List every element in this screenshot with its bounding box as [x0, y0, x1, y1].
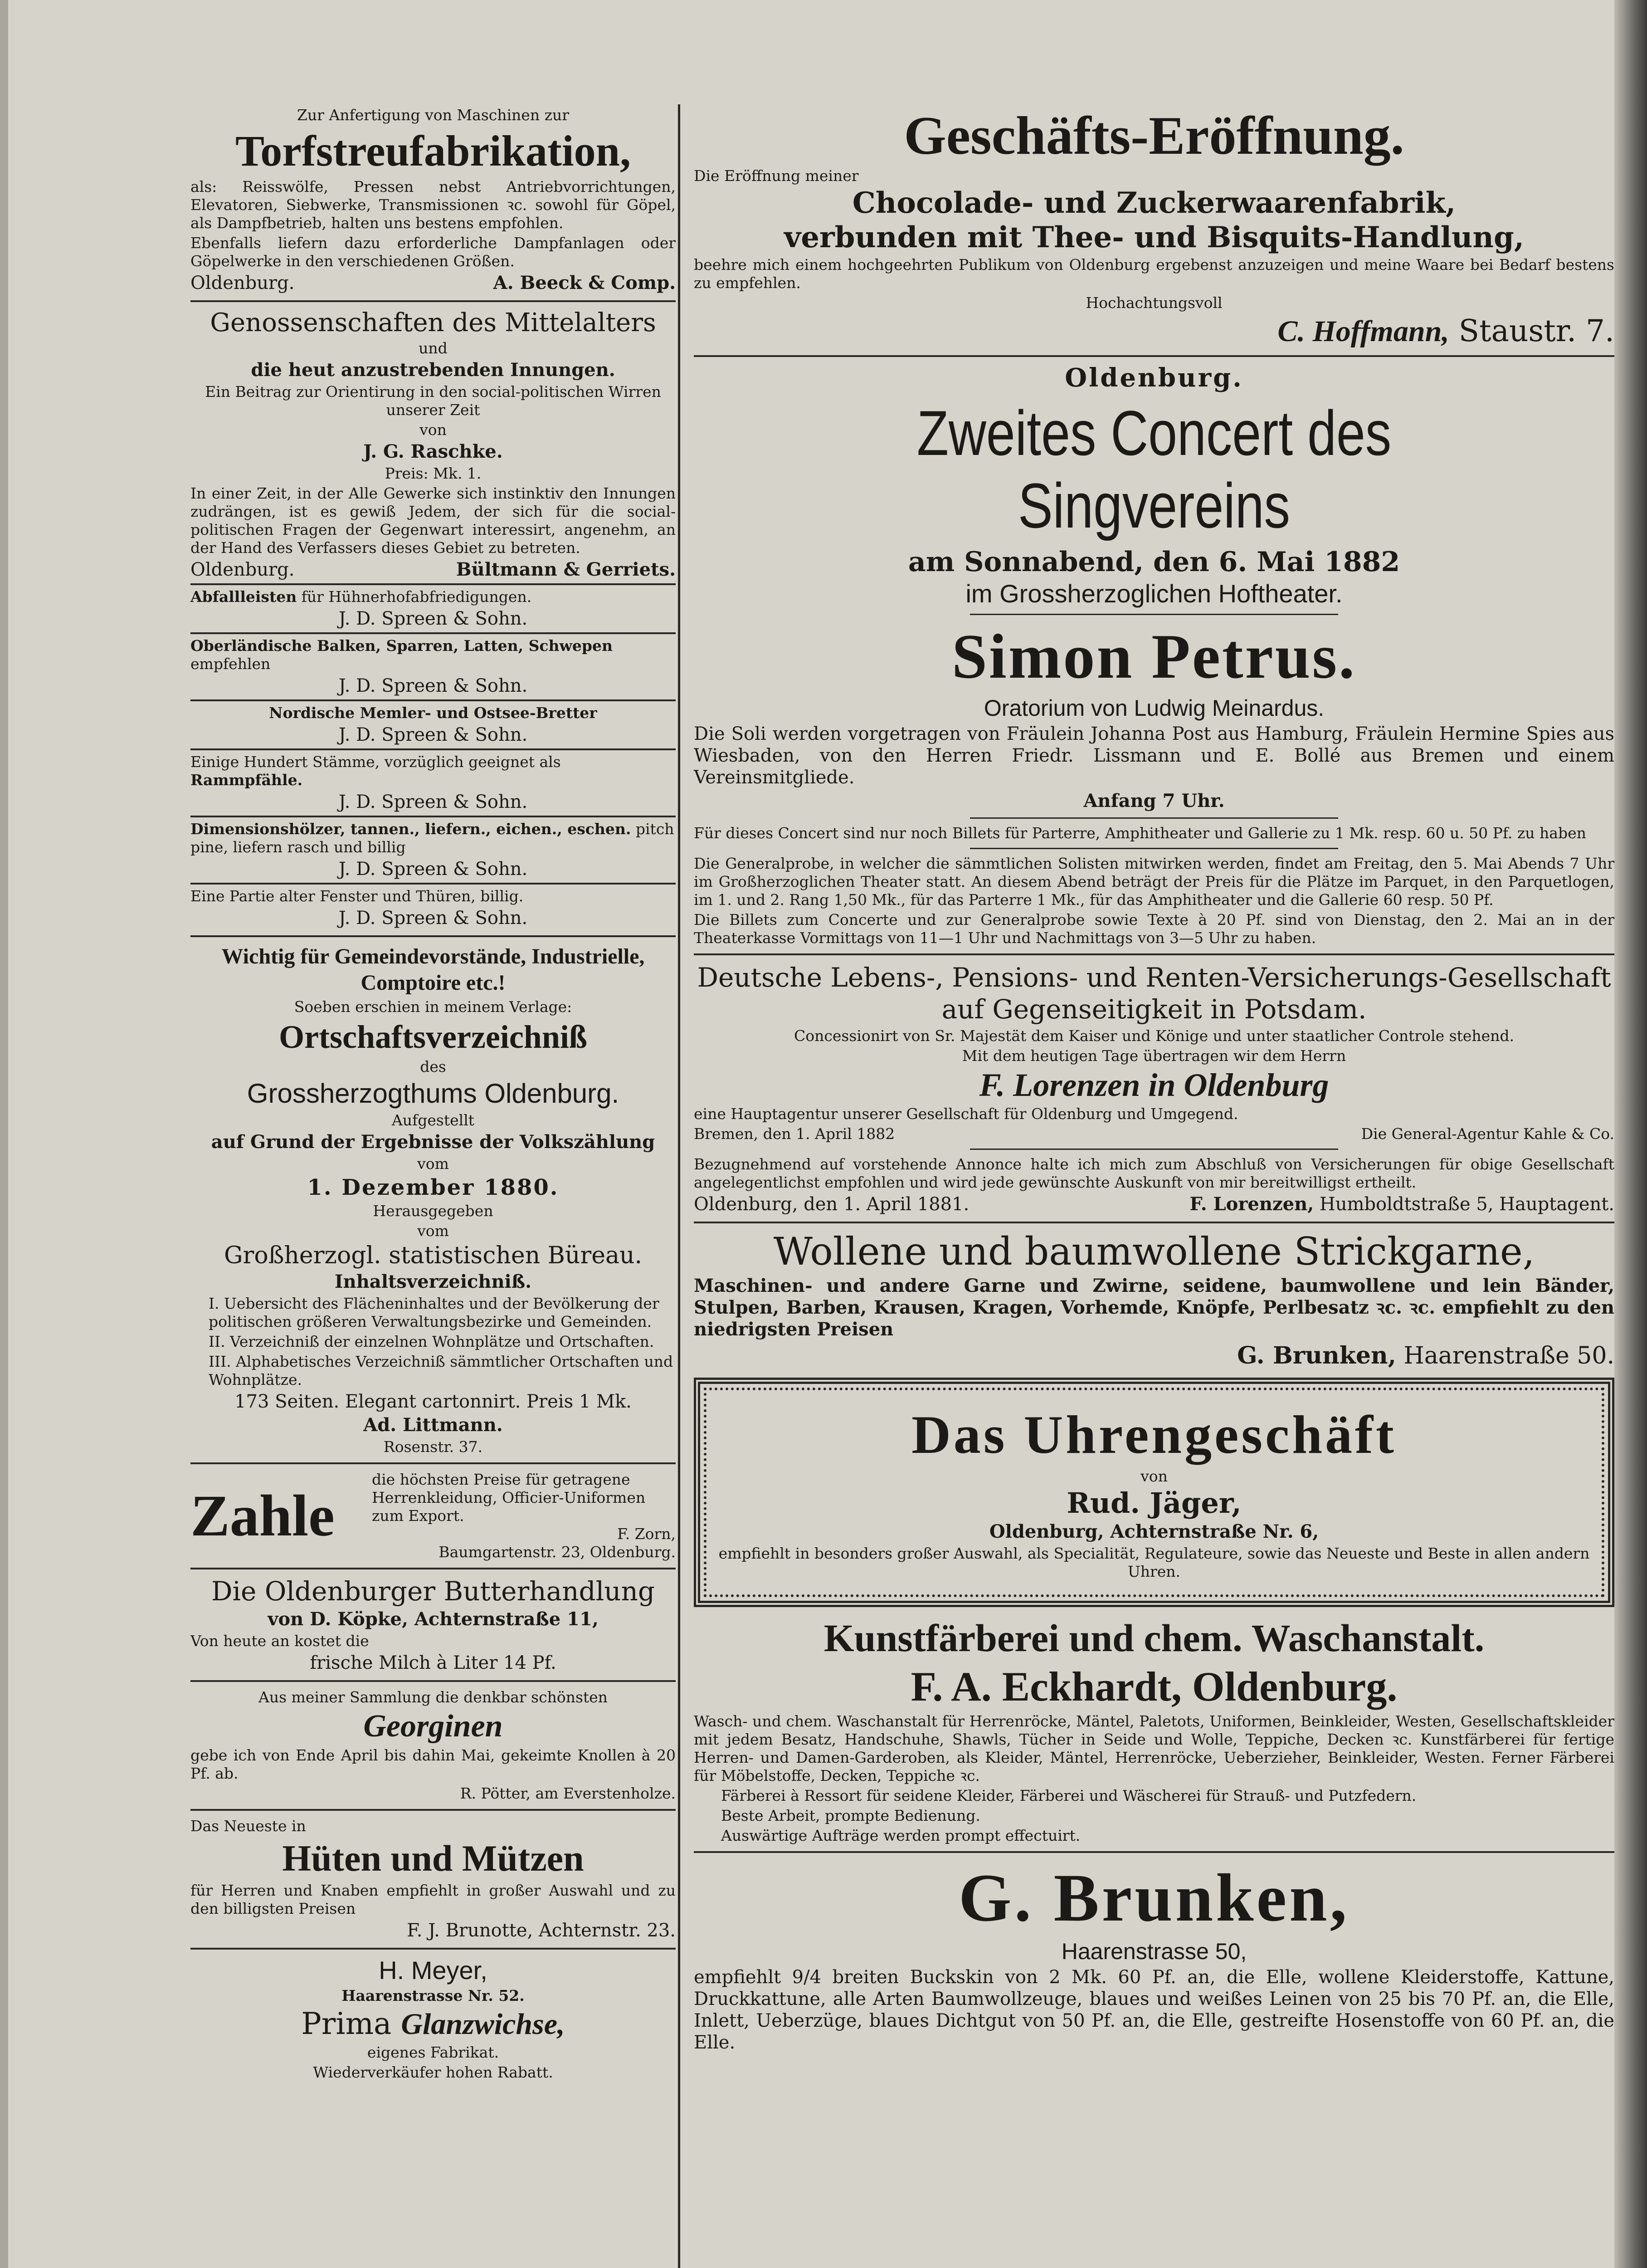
faerb-text3: Beste Arbeit, prompte Bedienung. — [721, 1807, 980, 1824]
spreen-line — [190, 588, 676, 606]
ad-ortschaftsverzeichnis — [190, 943, 676, 1456]
right-column — [694, 104, 1614, 2055]
brunken-addr: Haarenstrasse 50, — [1061, 1939, 1247, 1964]
ort-intro: Soeben erschien in meinem Verlage: — [294, 998, 572, 1016]
eroeffnung-addr: Staustr. 7. — [1458, 313, 1614, 348]
genossen-und: und — [419, 339, 448, 357]
ad-meyer — [190, 1956, 676, 2082]
uhren-text: empfiehlt in besonders großer Auswahl, als Specialität, Regulateure, sowie das Neueste und Beste in allen andern Uhren. — [718, 1545, 1590, 1580]
faerb-text4: Auswärtige Aufträge werden prompt effectuirt. — [721, 1827, 1081, 1844]
ad-hueten — [190, 1817, 676, 1941]
divider — [190, 883, 676, 885]
concert-title: Zweites Concert des Singvereins — [916, 397, 1392, 541]
meyer-product: Glanzwichse, — [401, 2008, 565, 2041]
concert-place: Oldenburg. — [1065, 363, 1243, 393]
divider — [190, 1568, 676, 1569]
eroeffnung-intro: Die Eröffnung meiner — [694, 167, 859, 185]
georg-intro: Aus meiner Sammlung die denkbar schönsten — [258, 1688, 608, 1706]
ad-brunken — [694, 1859, 1614, 2053]
vers-agent: F. Lorenzen in Oldenburg — [979, 1067, 1329, 1103]
eroeffnung-hochachtung: Hochachtungsvoll — [1086, 294, 1223, 312]
spreen-firm: J. D. Spreen & Sohn. — [338, 792, 528, 812]
concert-probe: Die Generalprobe, in welcher die sämmtlichen Solisten mitwirken werden, findet am Freitag, den 5. Mai Abends 7 Uhr im Großherzoglichen Theater statt. An diesem Abend beträgt der Preis für die Plätze im Parquet, in den Parquetlogen, im 1. und 2. Rang 1,50 Mk., für das Parterre 1 Mk., für das Amphitheater und die Gallerie 60 resp. 50 Pf. — [694, 855, 1614, 909]
strick-title: Wollene und baumwollene Strickgarne, — [773, 1229, 1535, 1274]
butter-line: von D. Köpke, Achternstraße 11, — [268, 1608, 599, 1630]
meyer-addr: Haarenstrasse Nr. 52. — [341, 1987, 525, 2004]
faerb-text2: Färberei à Ressort für seidene Kleider, Färberei und Wäscherei für Strauß- und Putzfedern. — [721, 1787, 1417, 1804]
genossen-title: Genossenschaften des Mittelalters — [210, 308, 656, 337]
spreen-bold: Oberländische Balken, Sparren, Latten, Schwepen — [190, 637, 613, 655]
divider — [190, 935, 676, 937]
butter-title: Die Oldenburger Butterhandlung — [211, 1576, 655, 1607]
genossen-desc: Ein Beitrag zur Orientirung in den social-politischen Wirren unserer Zeit — [205, 383, 661, 419]
ad-genossenschaften — [190, 308, 676, 581]
page-left-edge — [0, 0, 8, 2268]
concert-composer: Oratorium von Ludwig Meinardus. — [984, 695, 1325, 721]
vers-date2: Oldenburg, den 1. April 1881. — [694, 1194, 970, 1215]
toc-item: III. Alphabetisches Verzeichniß sämmtlicher Ortschaften und Wohnplätze. — [209, 1353, 673, 1388]
vers-addr: Humboldtstraße 5, Hauptagent. — [1319, 1194, 1614, 1215]
concert-tickets: Für dieses Concert sind nur noch Billets für Parterre, Amphitheater und Gallerie zu 1 Mk. resp. 60 u. 50 Pf. zu haben — [694, 824, 1586, 842]
ort-vom2: vom — [417, 1222, 449, 1240]
uhren-von: von — [1140, 1467, 1168, 1485]
spreen-ads — [190, 583, 676, 929]
meyer-rabatt: Wiederverkäufer hohen Rabatt. — [313, 2063, 553, 2081]
georg-title: Georginen — [363, 1709, 503, 1744]
vers-title: Deutsche Lebens-, Pensions- und Renten-Versicherungs-Gesellschaft auf Gegenseitigkeit in Potsdam. — [697, 962, 1611, 1025]
hueten-intro: Das Neueste in — [190, 1817, 306, 1835]
divider — [970, 848, 1338, 849]
spreen-text: Eine Partie alter Fenster und Thüren, billig. — [190, 887, 524, 905]
ad-uhrengeschaeft — [694, 1378, 1614, 1607]
concert-venue: im Grossherzoglichen Hoftheater. — [965, 579, 1343, 608]
meyer-prima: Prima — [301, 2006, 392, 2041]
faerb-title: Kunstfärberei und chem. Waschanstalt. — [824, 1616, 1485, 1660]
ort-title: Ortschaftsverzeichniß — [279, 1019, 587, 1055]
faerb-text: Wasch- und chem. Waschanstalt für Herrenröcke, Mäntel, Paletots, Uniformen, Beinkleider, Westen, Gesellschaftskleider mit jedem Besatz, Handschuhe, Shawls, Tücher in Seide und Wolle, Teppiche, Decken ꝛc. Kunstfärberei für fertige Herren- und Damen-Garderoben, als Kleider, Mäntel, Herrenröcke, Ueberzieher, Beinkleider, Westen. Ferner Färberei für Möbelstoffe, Decken, Teppiche ꝛc. — [694, 1712, 1614, 1784]
toc-item: II. Verzeichniß der einzelnen Wohnplätze und Ortschaften. — [209, 1333, 654, 1350]
uhren-title: Das Uhrengeschäft — [911, 1404, 1397, 1465]
spreen-firm: J. D. Spreen & Sohn. — [338, 608, 528, 629]
concert-date: am Sonnabend, den 6. Mai 1882 — [908, 546, 1400, 578]
divider — [190, 632, 676, 634]
divider — [970, 817, 1338, 819]
ort-pages: 173 Seiten. Elegant cartonnirt. Preis 1 Mk. — [234, 1391, 632, 1412]
genossen-author: J. G. Raschke. — [363, 441, 503, 462]
torf-place: Oldenburg. — [190, 273, 295, 293]
meyer-name: H. Meyer, — [379, 1956, 487, 1984]
divider — [190, 816, 676, 817]
ad-strickgarne — [694, 1230, 1614, 1369]
spreen-text: empfehlen — [190, 655, 271, 673]
column-divider — [678, 104, 680, 2268]
eroeffnung-firm: C. Hoffmann, — [1277, 315, 1449, 348]
vers-bezug: Bezugnehmend auf vorstehende Annonce halte ich mich zum Abschluß von Versicherungen für obige Gesellschaft angelegentlichst empfohlen und wird jede gewünschte Auskunft von mir bereitwilligst ertheilt. — [694, 1155, 1614, 1191]
hueten-title: Hüten und Mützen — [282, 1838, 584, 1879]
concert-start: Anfang 7 Uhr. — [1083, 790, 1225, 811]
ad-versicherung — [694, 962, 1614, 1215]
spreen-bold: Dimensionshölzer, tannen., liefern., eichen., eschen. — [190, 820, 631, 838]
hueten-text: für Herren und Knaben empfiehlt in großer Auswahl und zu den billigsten Preisen — [190, 1882, 676, 1917]
vers-mit: Mit dem heutigen Tage übertragen wir dem Herrn — [962, 1047, 1346, 1065]
spreen-text: pitch pine, liefern rasch und billig — [190, 820, 674, 856]
zahle-name: F. Zorn, — [617, 1525, 676, 1543]
georg-text: gebe ich von Ende April bis dahin Mai, gekeimte Knollen à 20 Pf. ab. — [190, 1746, 676, 1782]
ort-des: des — [420, 1058, 446, 1075]
ad-concert — [694, 363, 1614, 947]
eroeffnung-line1: Chocolade- und Zuckerwaarenfabrik, — [852, 186, 1456, 220]
spreen-bold: Abfallleisten — [190, 588, 297, 606]
genossen-firm: Bültmann & Gerriets. — [456, 559, 676, 580]
ad-faerberei — [694, 1615, 1614, 1845]
butter-line2: Von heute an kostet die — [190, 1632, 369, 1650]
genossen-von: von — [419, 421, 447, 439]
meyer-eigen: eigenes Fabrikat. — [367, 2043, 499, 2061]
vers-date: Bremen, den 1. April 1882 — [694, 1125, 895, 1143]
divider — [190, 748, 676, 750]
divider — [694, 953, 1614, 955]
ort-addr: Rosenstr. 37. — [383, 1438, 483, 1456]
strick-firm: G. Brunken, — [1237, 1342, 1396, 1369]
spreen-bold: Rammpfähle. — [190, 771, 303, 789]
ort-vom: vom — [417, 1155, 449, 1173]
butter-offer: frische Milch à Liter 14 Pf. — [310, 1652, 556, 1673]
spreen-line — [190, 637, 676, 673]
ad-zahle — [190, 1471, 676, 1561]
torf-title: Torfstreufabrikation, — [235, 127, 631, 175]
divider — [694, 1851, 1614, 1853]
genossen-text: In einer Zeit, in der Alle Gewerke sich instinktiv den Innungen zudrängen, ist es gewiß Jedem, der sich für die social-politischen Fragen der Gegenwart interessirt, angenehm, an der Hand des Verfassers dieses Gebiet zu betreten. — [190, 484, 676, 557]
divider — [190, 583, 676, 585]
ort-basis: auf Grund der Ergebnisse der Volkszählung — [211, 1131, 655, 1153]
divider — [970, 1149, 1338, 1150]
zahle-addr: Baumgartenstr. 23, Oldenburg. — [439, 1543, 676, 1561]
vers-conc: Concessionirt von Sr. Majestät dem Kaiser und Könige und unter staatlicher Controle stehend. — [794, 1027, 1514, 1045]
eroeffnung-line2: verbunden mit Thee- und Bisquits-Handlung, — [784, 220, 1524, 254]
spreen-text: für Hühnerhofabfriedigungen. — [301, 588, 532, 606]
spreen-firm: J. D. Spreen & Sohn. — [338, 675, 528, 696]
ort-head: Wichtig für Gemeindevorstände, Industrielle, Comptoire etc.! — [221, 944, 645, 995]
ort-toc-head: Inhaltsverzeichniß. — [334, 1271, 532, 1292]
vers-haupt: eine Hauptagentur unserer Gesellschaft für Oldenburg und Umgegend. — [694, 1105, 1238, 1123]
torf-text: als: Reisswölfe, Pressen nebst Antriebvorrichtungen, Elevatoren, Siebwerke, Transmissionen ꝛc. sowohl für Göpel, als Dampfbetrieb, halten uns bestens empfohlen. — [190, 178, 676, 232]
georg-firm: R. Pötter, am Everstenholze. — [460, 1784, 676, 1802]
spreen-firm: J. D. Spreen & Sohn. — [338, 859, 528, 880]
concert-texte: Die Billets zum Concerte und zur Generalprobe sowie Texte à 20 Pf. sind von Dienstag, den 2. Mai an in der Theaterkasse Vormittags von 11—1 Uhr und Nachmittags von 3—5 Uhr zu haben. — [694, 911, 1614, 947]
left-column — [190, 104, 676, 2083]
strick-text: Maschinen- und andere Garne und Zwirne, seidene, baumwollene und lein Bänder, Stulpen, Barben, Krausen, Kragen, Vorhemde, Knöpfe, Perlbesatz ꝛc. ꝛc. empfiehlt zu den niedrigsten Preisen — [694, 1275, 1614, 1340]
divider — [694, 355, 1614, 357]
concert-work: Simon Petrus. — [952, 621, 1356, 692]
ad-torfstreu — [190, 106, 676, 294]
faerb-firm: F. A. Eckhardt, Oldenburg. — [911, 1663, 1398, 1710]
divider — [694, 1222, 1614, 1223]
zahle-big: Zahle — [190, 1483, 335, 1549]
divider — [190, 1809, 676, 1811]
divider — [190, 1680, 676, 1682]
spreen-bold: Nordische Memler- und Ostsee-Bretter — [269, 704, 597, 722]
ort-publisher: Großherzogl. statistischen Büreau. — [224, 1242, 642, 1269]
torf-intro: Zur Anfertigung von Maschinen zur — [297, 106, 569, 124]
divider — [190, 300, 676, 302]
hueten-firm: F. J. Brunotte, Achternstr. 23. — [407, 1920, 676, 1941]
spreen-firm: J. D. Spreen & Sohn. — [338, 724, 528, 745]
vers-ga: Die General-Agentur Kahle & Co. — [1361, 1125, 1614, 1143]
book-gutter — [1614, 0, 1647, 2268]
eroeffnung-text: beehre mich einem hochgeehrten Publikum von Oldenburg ergebenst anzuzeigen und meine Waare bei Bedarf bestens zu empfehlen. — [694, 256, 1614, 292]
concert-soli: Die Soli werden vorgetragen von Fräulein Johanna Post aus Hamburg, Fräulein Hermine Spies aus Wiesbaden, von den Herren Friedr. Lissmann und E. Bollé aus Bremen und einem Vereinsmitgliede. — [694, 723, 1614, 788]
toc-item: I. Uebersicht des Flächeninhaltes und der Bevölkerung der politischen größeren Verwaltungsbezirke und Gemeinden. — [209, 1295, 659, 1330]
genossen-price: Preis: Mk. 1. — [385, 464, 482, 482]
spreen-text: Einige Hundert Stämme, vorzüglich geeignet als — [190, 753, 561, 771]
divider — [970, 614, 1338, 615]
torf-text2: Ebenfalls liefern dazu erforderliche Dampfanlagen oder Göpelwerke in den verschiedenen Größen. — [190, 234, 676, 270]
eroeffnung-title: Geschäfts-Eröffnung. — [904, 105, 1404, 166]
ort-firm: Ad. Littmann. — [363, 1414, 503, 1436]
brunken-text: empfiehlt 9/4 breiten Buckskin von 2 Mk. 60 Pf. an, die Elle, wollene Kleiderstoffe, Kattune, Druckkattune, alle Arten Baumwollzeuge, blaues und weißes Leinen von 25 bis 70 Pf. an, die Elle, Inlett, Ueberzüge, blaues Dichtgut von 50 Pf. an, die Elle, gestreifte Hosenstoffe von 60 Pf. an, die Elle. — [694, 1967, 1614, 2053]
strick-addr: Haarenstraße 50. — [1403, 1342, 1614, 1369]
ort-toc — [190, 1295, 676, 1389]
zahle-text: die höchsten Preise für getragene Herrenkleidung, Officier-Uniformen zum Export. — [372, 1471, 646, 1525]
divider — [190, 1948, 676, 1950]
torf-firm: A. Beeck & Comp. — [493, 272, 676, 293]
ad-georginen — [190, 1688, 676, 1803]
uhren-addr: Oldenburg, Achternstraße Nr. 6, — [989, 1521, 1319, 1542]
ort-title2: Grossherzogthums Oldenburg. — [247, 1078, 619, 1109]
ort-aufgestellt: Aufgestellt — [391, 1111, 475, 1129]
ort-date: 1. Dezember 1880. — [307, 1175, 559, 1200]
divider — [190, 1462, 676, 1464]
divider — [190, 699, 676, 701]
brunken-title: G. Brunken, — [958, 1860, 1350, 1936]
ort-hg: Herausgegeben — [373, 1202, 493, 1220]
genossen-subtitle: die heut anzustrebenden Innungen. — [251, 359, 615, 381]
spreen-firm: J. D. Spreen & Sohn. — [338, 908, 528, 929]
uhren-name: Rud. Jäger, — [1067, 1486, 1242, 1520]
ad-geschaefts-eroeffnung — [694, 106, 1614, 349]
ad-butterhandlung — [190, 1576, 676, 1674]
genossen-place: Oldenburg. — [190, 559, 295, 580]
vers-firm: F. Lorenzen, — [1189, 1193, 1314, 1215]
